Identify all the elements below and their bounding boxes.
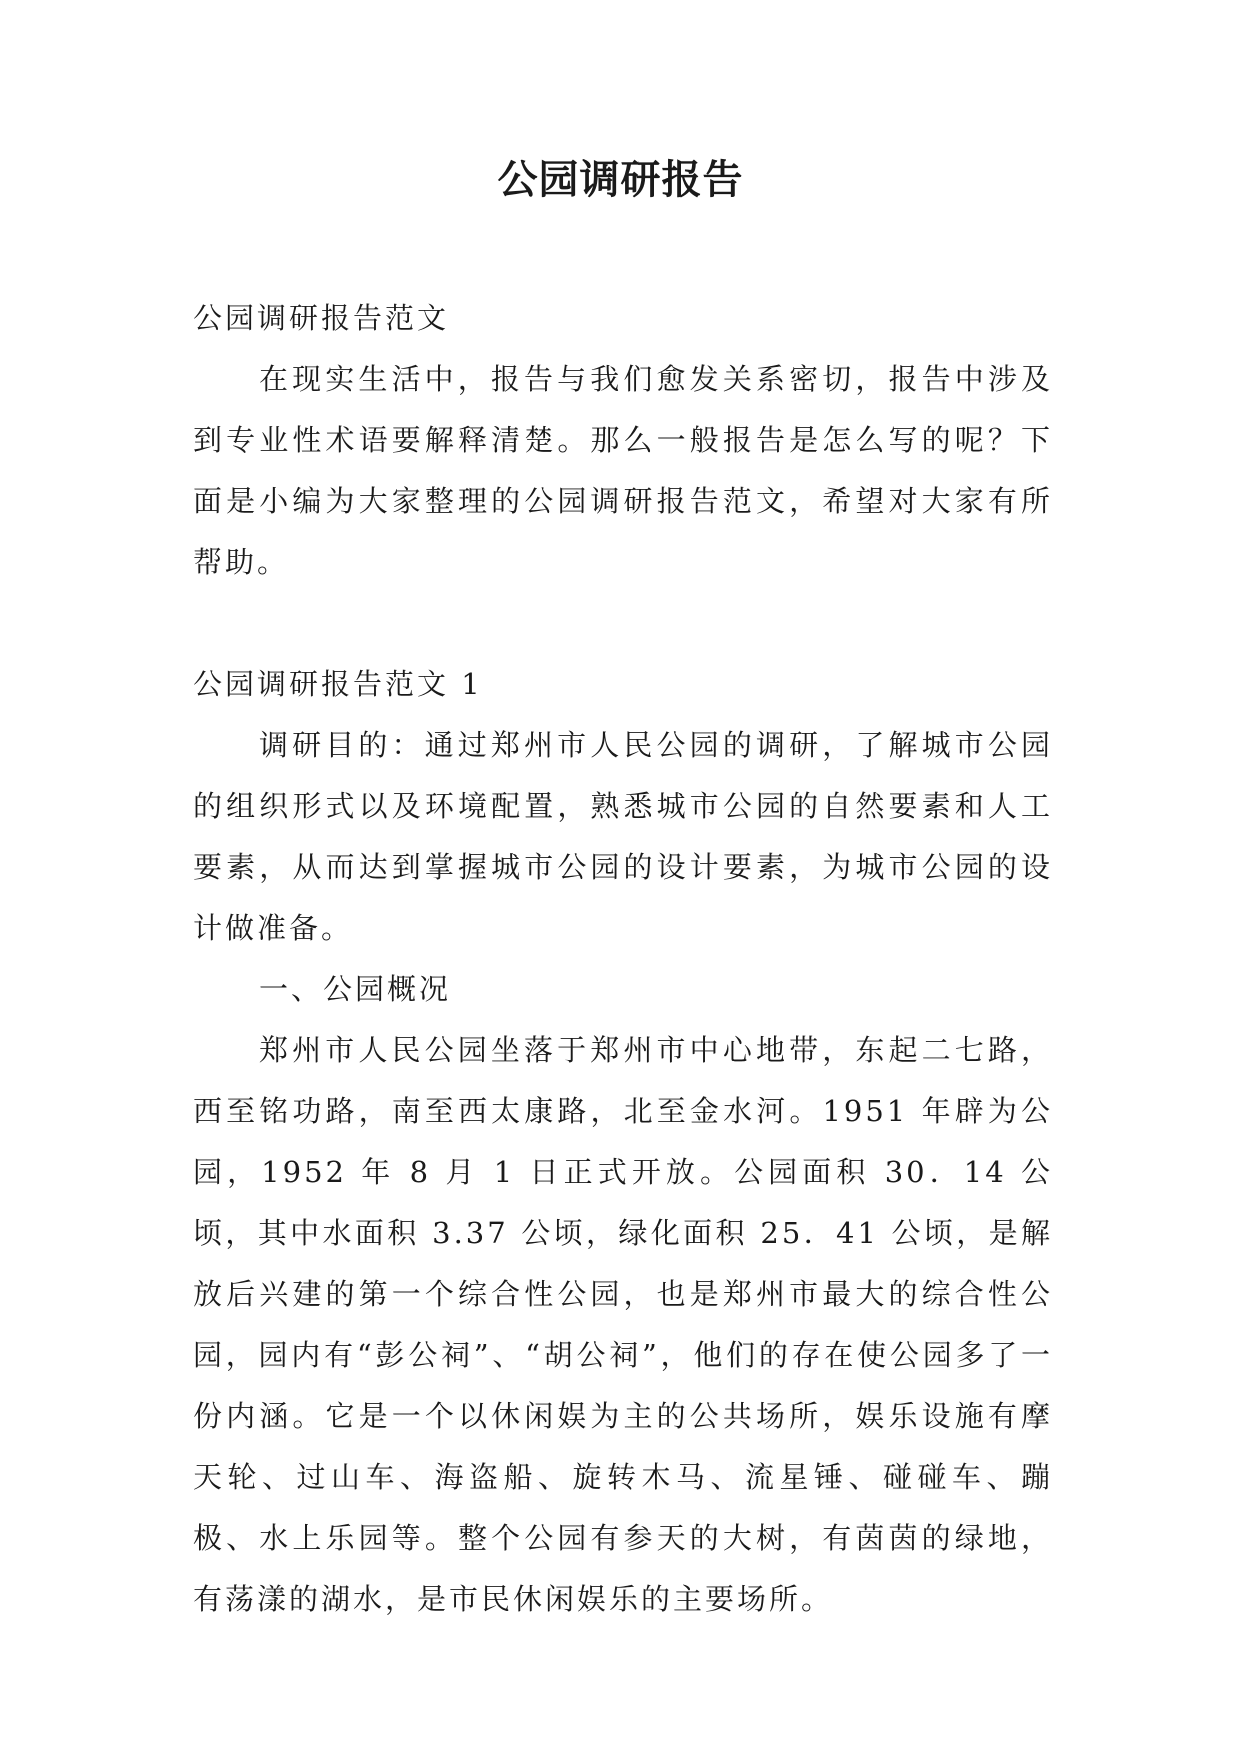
document-body [193, 288, 1053, 1630]
document-title: 公园调研报告 [497, 157, 744, 203]
overview-paragraph: 郑州市人民公园坐落于郑州市中心地带，东起二七路，西至铭功路，南至西太康路，北至金水河。1951 年辟为公园，1952 年 8 月 1 日正式开放。公园面积 30．14 公顷，其中水面积 3.37 公顷，绿化面积 25．41 公顷，是解放后兴建的第一个综合性公园，也是郑州市最大的综合性公园，园内有“彭公祠”、“胡公祠”，他们的存在使公园多了一份内涵。它是一个以休闲娱为主的公共场所，娱乐设施有摩天轮、过山车、海盗船、旋转木马、流星锤、碰碰车、蹦极、水上乐园等。整个公园有参天的大树，有茵茵的绿地，有荡漾的湖水，是市民休闲娱乐的主要场所。 [193, 1033, 1053, 1616]
intro-paragraph: 在现实生活中，报告与我们愈发关系密切，报告中涉及到专业性术语要解释清楚。那么一般报告是怎么写的呢？下面是小编为大家整理的公园调研报告范文，希望对大家有所帮助。 [193, 362, 1053, 579]
section-heading: 公园调研报告范文 1 [193, 667, 483, 701]
purpose-paragraph: 调研目的：通过郑州市人民公园的调研，了解城市公园的组织形式以及环境配置，熟悉城市公园的自然要素和人工要素，从而达到掌握城市公园的设计要素，为城市公园的设计做准备。 [193, 728, 1053, 945]
subtitle: 公园调研报告范文 [193, 301, 450, 335]
paragraph-gap [193, 593, 1053, 654]
overview-heading: 一、公园概况 [259, 972, 452, 1006]
